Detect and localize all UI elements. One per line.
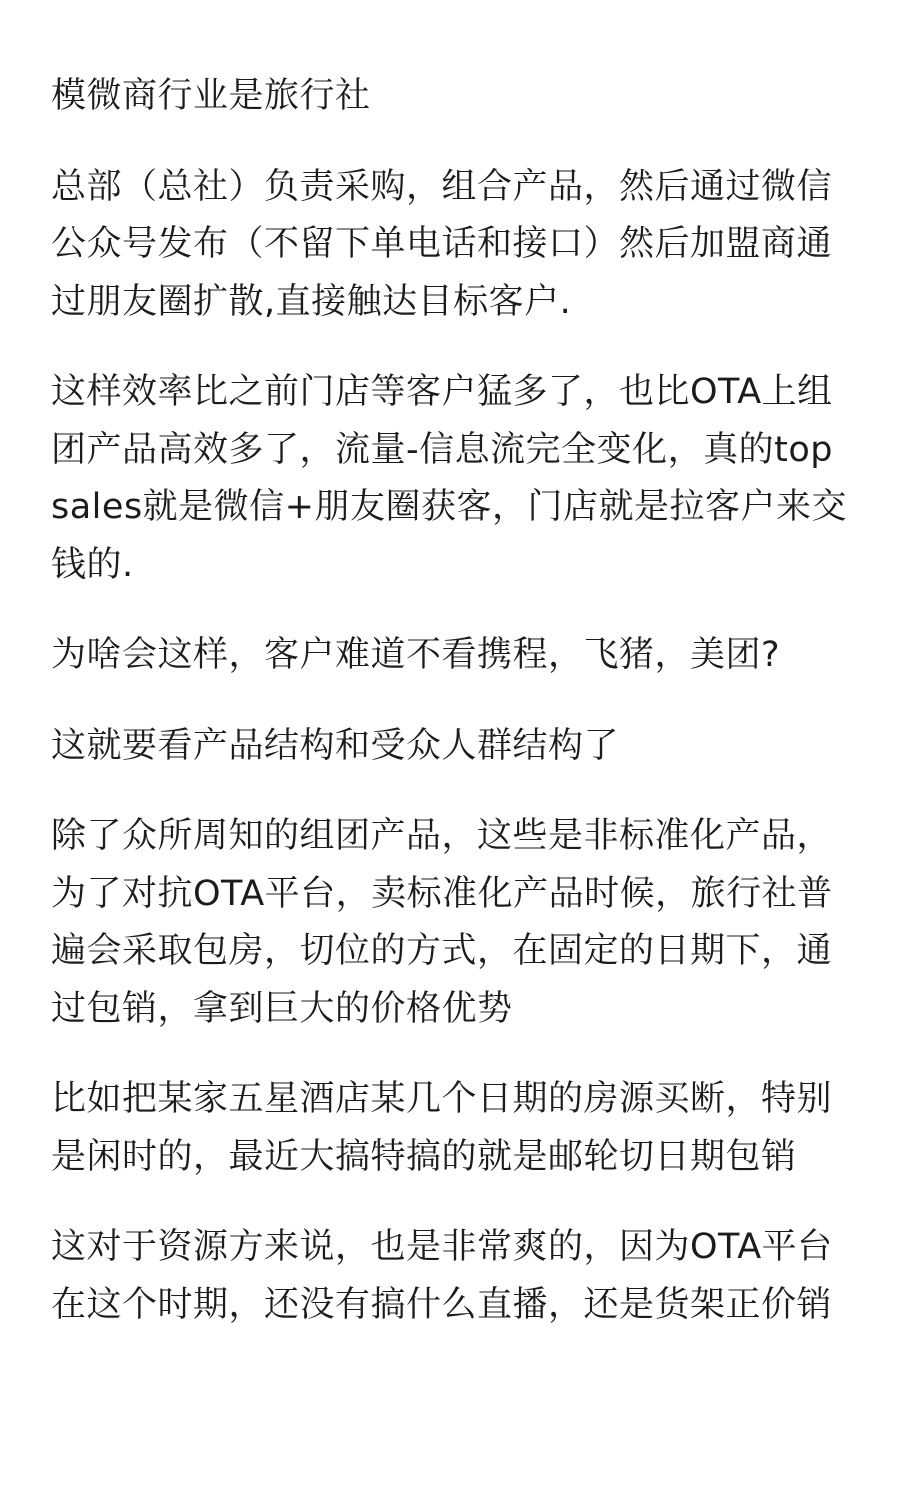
paragraph: 模微商行业是旅行社 — [51, 76, 371, 116]
paragraph: 这样效率比之前门店等客户猛多了，也比OTA上组团产品高效多了，流量-信息流完全变化，真的top sales就是微信+朋友圈获客，门店就是拉客户来交钱的. — [51, 372, 848, 585]
paragraph: 为啥会这样，客户难道不看携程，飞猪，美团? — [51, 635, 781, 675]
paragraph: 比如把某家五星酒店某几个日期的房源买断，特别是闲时的，最近大搞特搞的就是邮轮切日期包销 — [51, 1079, 833, 1177]
paragraph: 除了众所周知的组团产品，这些是非标准化产品，为了对抗OTA平台，卖标准化产品时候，旅行社普遍会采取包房，切位的方式，在固定的日期下，通过包销，拿到巨大的价格优势 — [51, 816, 833, 1029]
paragraph: 这对于资源方来说，也是非常爽的，因为OTA平台在这个时期，还没有搞什么直播，还是货架正价销 — [51, 1227, 833, 1325]
paragraph: 这就要看产品结构和受众人群结构了 — [51, 725, 620, 766]
paragraph: 总部（总社）负责采购，组合产品，然后通过微信公众号发布（不留下单电话和接口）然后加盟商通过朋友圈扩散,直接触达目标客户. — [51, 166, 833, 322]
